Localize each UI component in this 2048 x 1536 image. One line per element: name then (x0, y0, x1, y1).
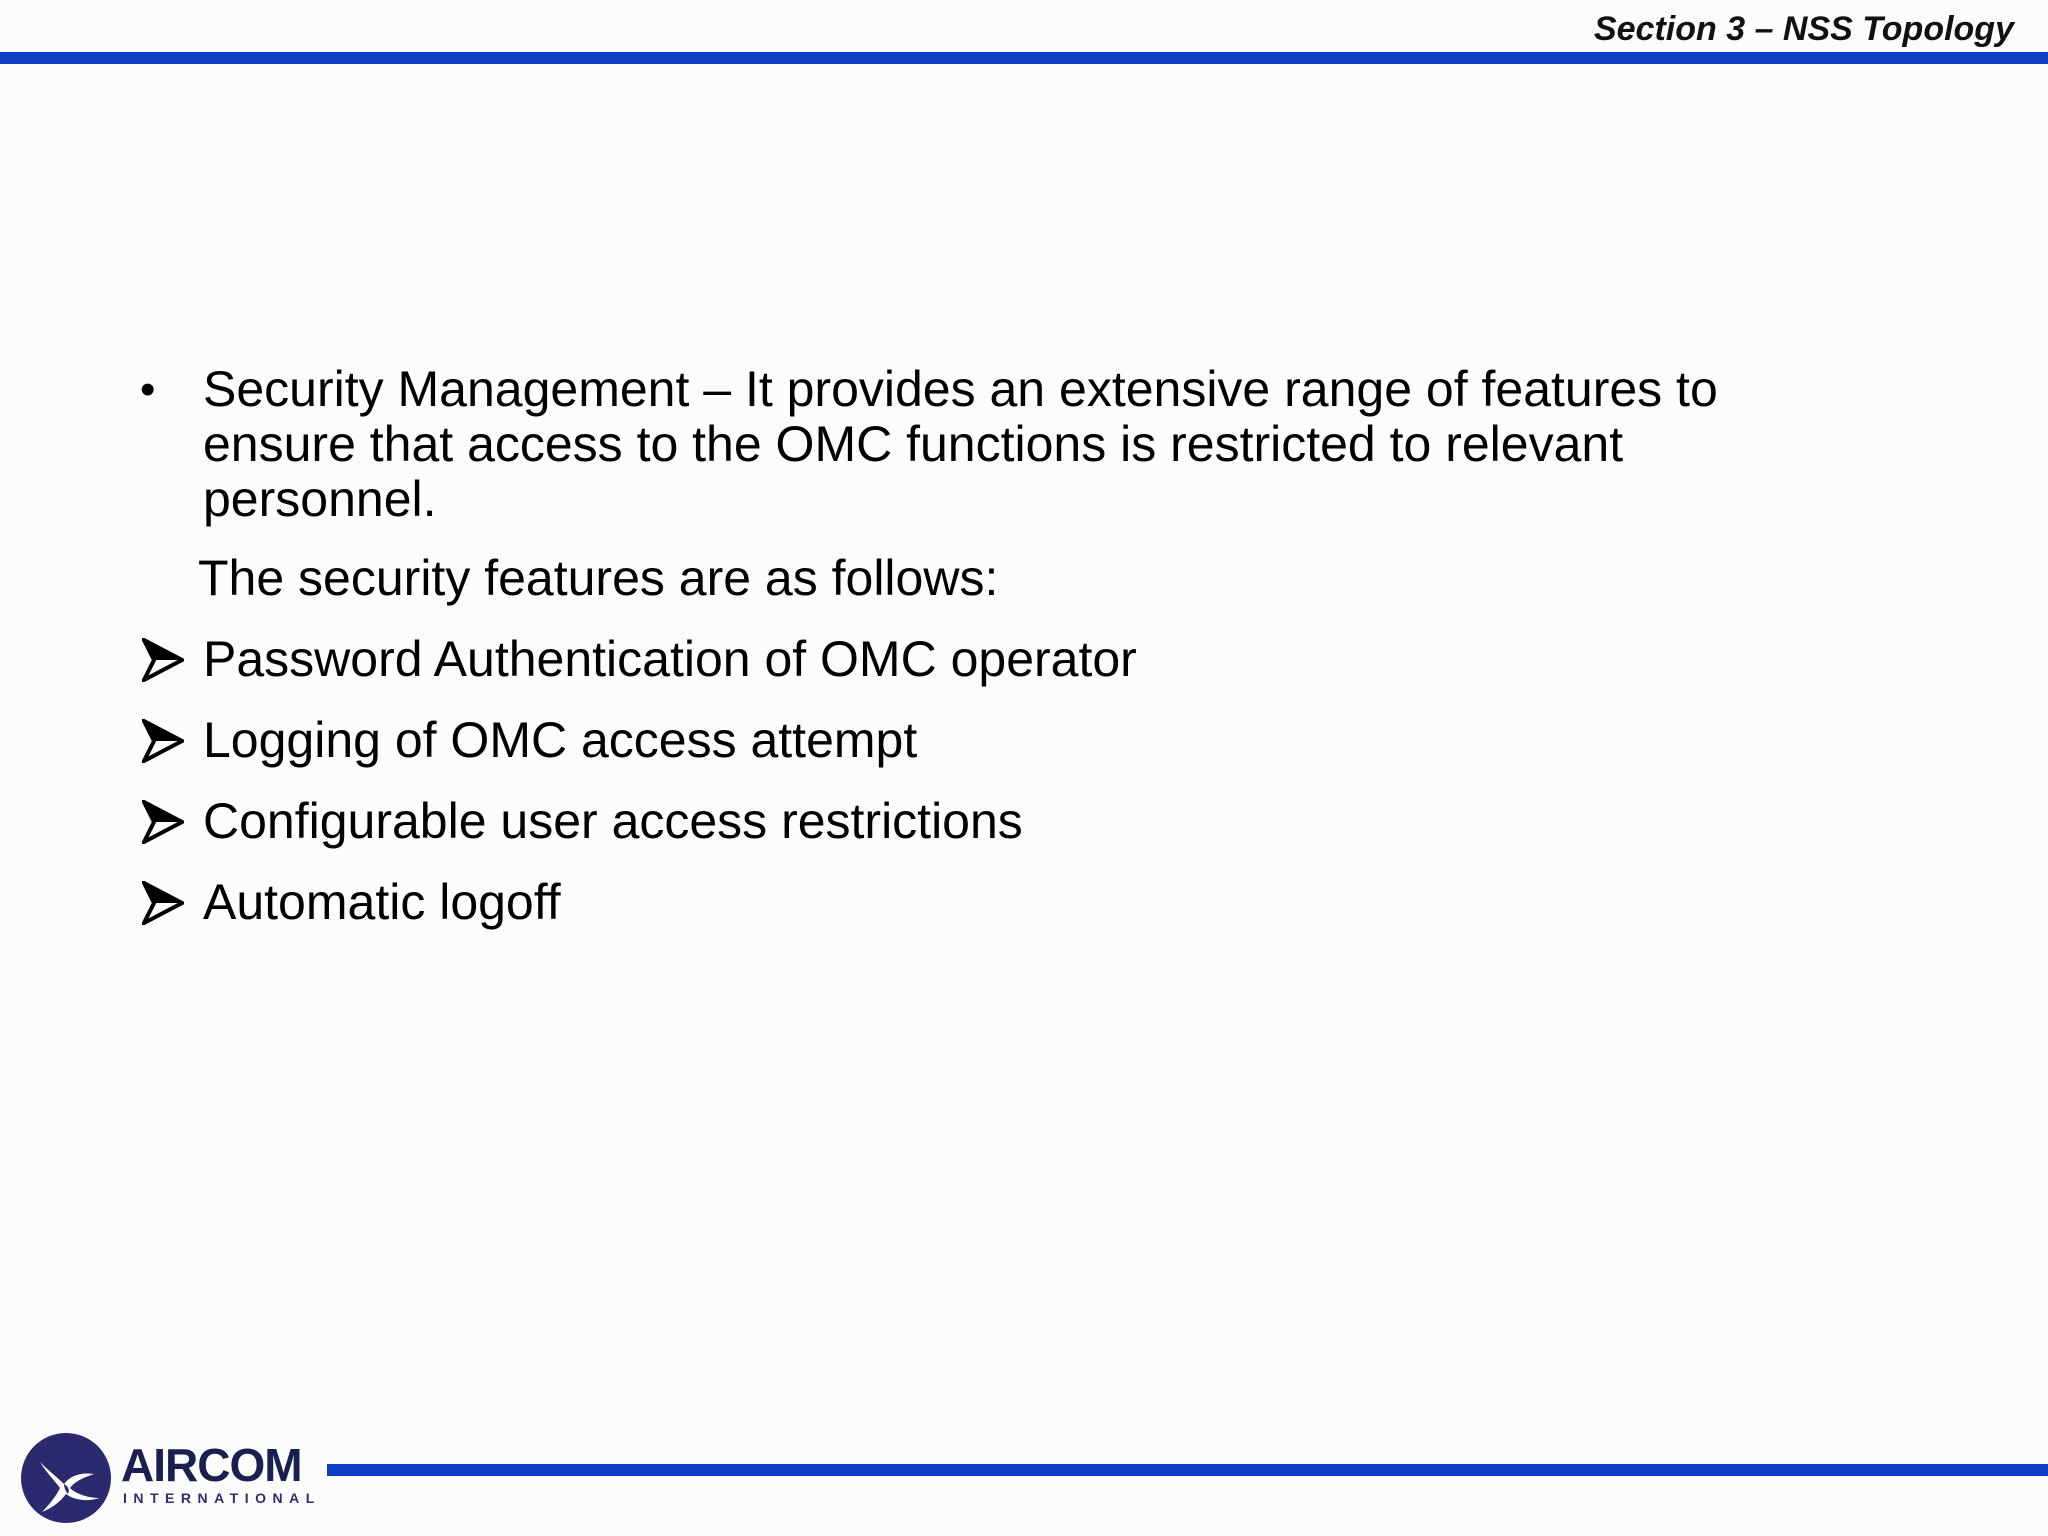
arrow-bullet-icon (142, 638, 184, 682)
feature-text: Password Authentication of OMC operator (203, 631, 1137, 687)
slide-content (140, 362, 1780, 956)
section-title: Section 3 – NSS Topology (1593, 10, 2014, 48)
aircom-logo (20, 1430, 320, 1526)
features-intro: The security features are as follows: (198, 550, 999, 606)
bird-logo-icon (20, 1432, 112, 1524)
logo-subtitle: INTERNATIONAL (123, 1490, 321, 1506)
bullet-dot-icon: • (140, 365, 156, 414)
feature-item (140, 875, 1780, 930)
arrow-bullet-icon (142, 881, 184, 925)
arrow-bullet-icon (142, 719, 184, 763)
logo-name: AIRCOM (121, 1439, 302, 1491)
feature-item (140, 713, 1780, 768)
feature-text: Configurable user access restrictions (203, 793, 1023, 849)
bottom-divider (327, 1464, 2048, 1476)
main-bullet-text: Security Management – It provides an extensive range of features to ensure that access to the OMC functions is restricted to relevant personnel. (203, 361, 1718, 527)
feature-text: Automatic logoff (203, 874, 561, 930)
main-bullet-item (140, 362, 1780, 527)
feature-text: Logging of OMC access attempt (203, 712, 918, 768)
feature-item (140, 794, 1780, 849)
top-divider (0, 52, 2048, 64)
feature-item (140, 632, 1780, 687)
arrow-bullet-icon (142, 800, 184, 844)
